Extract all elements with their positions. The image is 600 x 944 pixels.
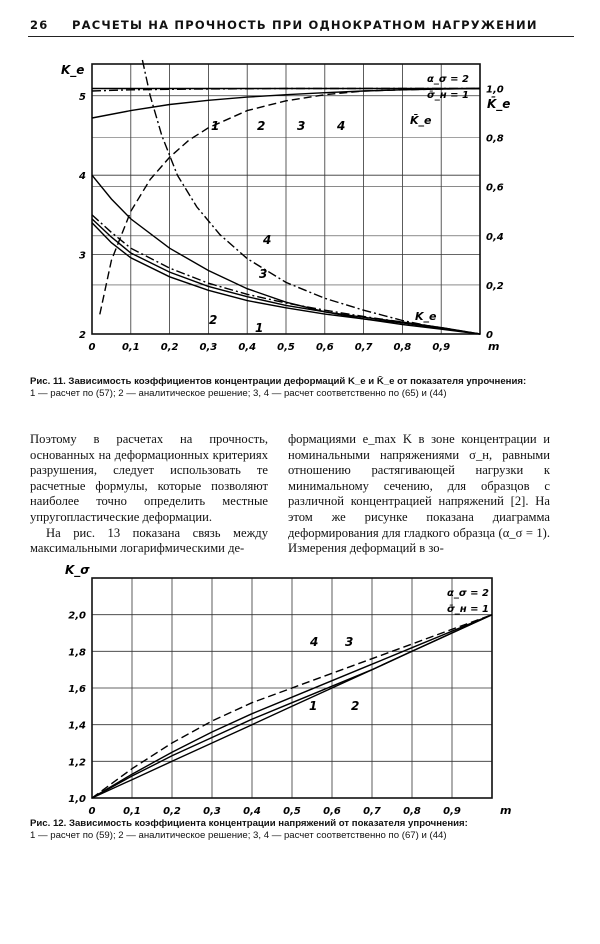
figure-12-caption [30,818,580,842]
y-tick-label: 4 [79,171,86,183]
y-tick-label: 1,8 [68,647,86,659]
running-header [30,18,590,32]
figure-11-caption [30,376,575,400]
figure-12-caption-title: Рис. 12. Зависимость коэффициента концентрации напряжений от показателя упрочнения: [30,818,468,829]
curve-number-label: 1 [255,321,264,335]
x-tick-label: 0,1 [123,806,141,817]
left-paragraph-1: Поэтому в расчетах на прочность, основанных на деформационных критериях разрушения, следует использовать те расчетные формулы, которые позволяют наиболее точно определить местные упругопластические деформации. [30,432,268,524]
curve-label-k: K_e [415,310,437,323]
y-axis-label-right: K̄_e [487,97,511,111]
x-tick-label: 0,5 [277,342,295,353]
right-paragraph-1: формациями e_max K в зоне концентрации и номинальными напряжениями σ_н, равными отношению растягивающей нагрузки к минимальному сечению, для образцов с различной концентрацией напряжений [2]. На этом же рисунке показана диаграмма деформирования для гладкого образца (α_σ = 1). Измерения деформаций в зо- [288,432,550,556]
x-tick-label: 0,8 [403,806,421,817]
left-paragraph-2: На рис. 13 показана связь между максимальными логарифмическими де- [30,525,268,556]
y-tick-label: 1,6 [68,684,86,695]
param-sigma: σ̄_н = 1 [447,604,489,615]
y-right-tick-label: 0,8 [486,133,504,145]
curve-number-label: 3 [259,267,268,281]
figure-12-chart [55,560,520,818]
x-tick-label: 0,7 [354,342,373,353]
right-text-column [288,432,550,557]
y-right-tick-label: 0,6 [486,182,504,194]
x-tick-label: 0,9 [443,806,461,817]
curve-number-label: 1 [309,699,318,713]
x-tick-label: 0,3 [203,806,221,817]
curve-number-label: 2 [257,119,266,133]
x-tick-label: 0,6 [315,342,334,353]
figure-11-caption-legend: 1 — расчет по (57); 2 — аналитическое решение; 3, 4 — расчет соответственно по (65) и (44) [30,388,447,399]
y-tick-label: 1,4 [68,720,86,732]
running-title: РАСЧЕТЫ НА ПРОЧНОСТЬ ПРИ ОДНОКРАТНОМ НАГРУЖЕНИИ [72,18,538,32]
x-tick-label: 0,2 [163,806,181,817]
y-tick-label: 1,0 [68,794,86,805]
figure-11-caption-title: Рис. 11. Зависимость коэффициентов концентрации деформаций K_e и K̄_e от показателя упрочнения: [30,376,527,387]
x-tick-label: 0,4 [243,806,261,817]
curve-number-label: 1 [211,119,220,133]
y-right-tick-label: 1,0 [486,84,504,96]
x-tick-label: 0 [88,806,96,817]
y-axis-label-left: K_e [61,63,85,77]
curve-number-label: 4 [263,233,272,247]
page-number: 26 [30,18,49,32]
curve-number-label: 3 [345,635,354,649]
y-tick-label: 2 [79,330,86,341]
y-right-tick-label: 0,4 [486,231,504,243]
x-tick-label: 0,5 [283,806,301,817]
left-text-column [30,432,268,557]
figure-12-caption-legend: 1 — расчет по (59); 2 — аналитическое решение; 3, 4 — расчет соответственно по (67) и (44) [30,830,447,841]
x-axis-label: m [488,340,500,353]
curve-number-label: 2 [209,313,218,327]
curve-label-kbar: K̄_e [410,114,432,127]
x-tick-label: 0,9 [432,342,451,353]
x-tick-label: 0,4 [238,342,257,353]
x-tick-label: 0,2 [160,342,179,353]
y-right-tick-label: 0,2 [486,280,504,292]
y-tick-label: 5 [79,91,86,103]
figure-11-chart [55,52,520,370]
x-tick-label: 0,8 [393,342,412,353]
param-alpha: α_σ = 2 [427,74,469,85]
y-right-tick-label: 0 [486,330,493,341]
y-tick-label: 3 [79,250,86,262]
x-tick-label: 0,1 [121,342,140,353]
y-tick-label: 1,2 [68,757,86,769]
x-tick-label: 0,3 [199,342,218,353]
series-line-5 [142,60,480,334]
x-tick-label: 0,7 [363,806,381,817]
curve-number-label: 3 [297,119,306,133]
y-axis-label: K_σ [65,563,90,577]
y-tick-label: 2,0 [68,610,86,622]
header-rule [28,36,574,37]
param-alpha: α_σ = 2 [447,588,489,599]
x-tick-label: 0,6 [323,806,341,817]
curve-number-label: 4 [337,119,346,133]
param-sigma: σ̄_н = 1 [427,90,469,101]
x-axis-label: m [500,804,512,817]
x-tick-label: 0 [88,342,96,353]
curve-number-label: 2 [351,699,360,713]
curve-number-label: 4 [310,635,319,649]
